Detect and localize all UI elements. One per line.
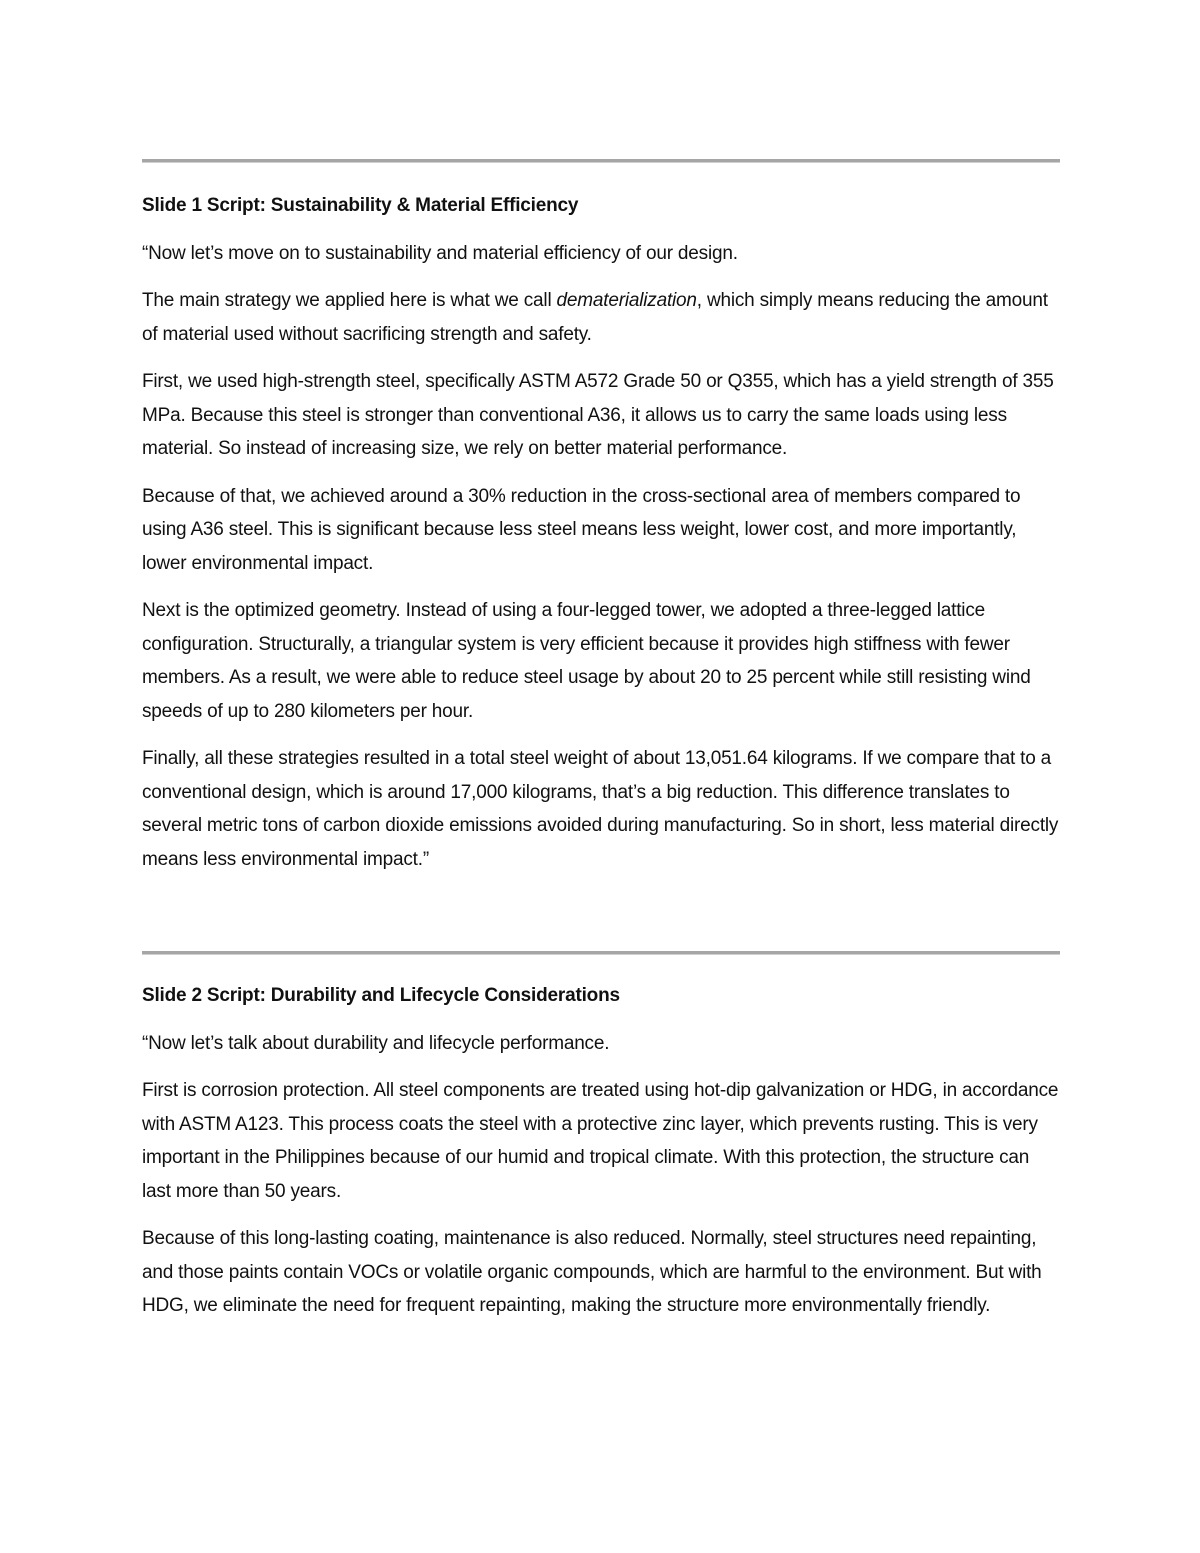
slide1-paragraph-5: Next is the optimized geometry. Instead of using a four-legged tower, we adopted a three-legged lattice configuration. Structurally, a triangular system is very efficient because it provides high stiffness with fewer members. As a result, we were able to reduce steel usage by about 20 to 25 percent while still resisting wind speeds of up to 280 kilometers per hour. <box>142 600 1031 722</box>
slide1-paragraph-4: Because of that, we achieved around a 30% reduction in the cross-sectional area of members compared to using A36 steel. This is significant because less steel means less weight, lower cost, and more importantly, lower environmental impact. <box>142 485 1021 574</box>
slide1-p2-italic: dematerialization <box>556 290 697 311</box>
slide1-section <box>142 189 1060 890</box>
slide1-p2-before: The main strategy we applied here is what we call <box>142 290 557 311</box>
slide2-title: Slide 2 Script: Durability and Lifecycle Considerations <box>142 985 620 1006</box>
slide2-paragraph-2: First is corrosion protection. All steel components are treated using hot-dip galvanization or HDG, in accordance with ASTM A123. This process coats the steel with a protective zinc layer, which prevents rusting. This is very important in the Philippines because of our humid and tropical climate. With this protection, the structure can last more than 50 years. <box>142 1080 1059 1202</box>
slide2-section <box>142 979 1060 1337</box>
slide1-title: Slide 1 Script: Sustainability & Material Efficiency <box>142 195 579 216</box>
horizontal-rule-top <box>142 159 1060 163</box>
slide1-paragraph-6: Finally, all these strategies resulted in a total steel weight of about 13,051.64 kilograms. If we compare that to a conventional design, which is around 17,000 kilograms, that’s a big reduction. This difference translates to several metric tons of carbon dioxide emissions avoided during manufacturing. So in short, less material directly means less environmental impact.” <box>142 748 1059 870</box>
horizontal-rule-middle <box>142 951 1060 955</box>
slide1-paragraph-3: First, we used high-strength steel, specifically ASTM A572 Grade 50 or Q355, which has a yield strength of 355 MPa. Because this steel is stronger than conventional A36, it allows us to carry the same loads using less material. So instead of increasing size, we rely on better material performance. <box>142 371 1054 459</box>
slide2-paragraph-1: “Now let’s talk about durability and lifecycle performance. <box>142 1032 610 1054</box>
slide2-paragraph-3: Because of this long-lasting coating, maintenance is also reduced. Normally, steel structures need repainting, and those paints contain VOCs or volatile organic compounds, which are harmful to the environment. But with HDG, we eliminate the need for frequent repainting, making the structure more environmentally friendly. <box>142 1228 1042 1316</box>
slide1-paragraph-1: “Now let’s move on to sustainability and material efficiency of our design. <box>142 242 738 264</box>
slide1-paragraph-2 <box>142 284 1060 351</box>
slide1-p2-after: , which simply means reducing the amount of material used without sacrificing strength and safety. <box>142 290 1048 345</box>
